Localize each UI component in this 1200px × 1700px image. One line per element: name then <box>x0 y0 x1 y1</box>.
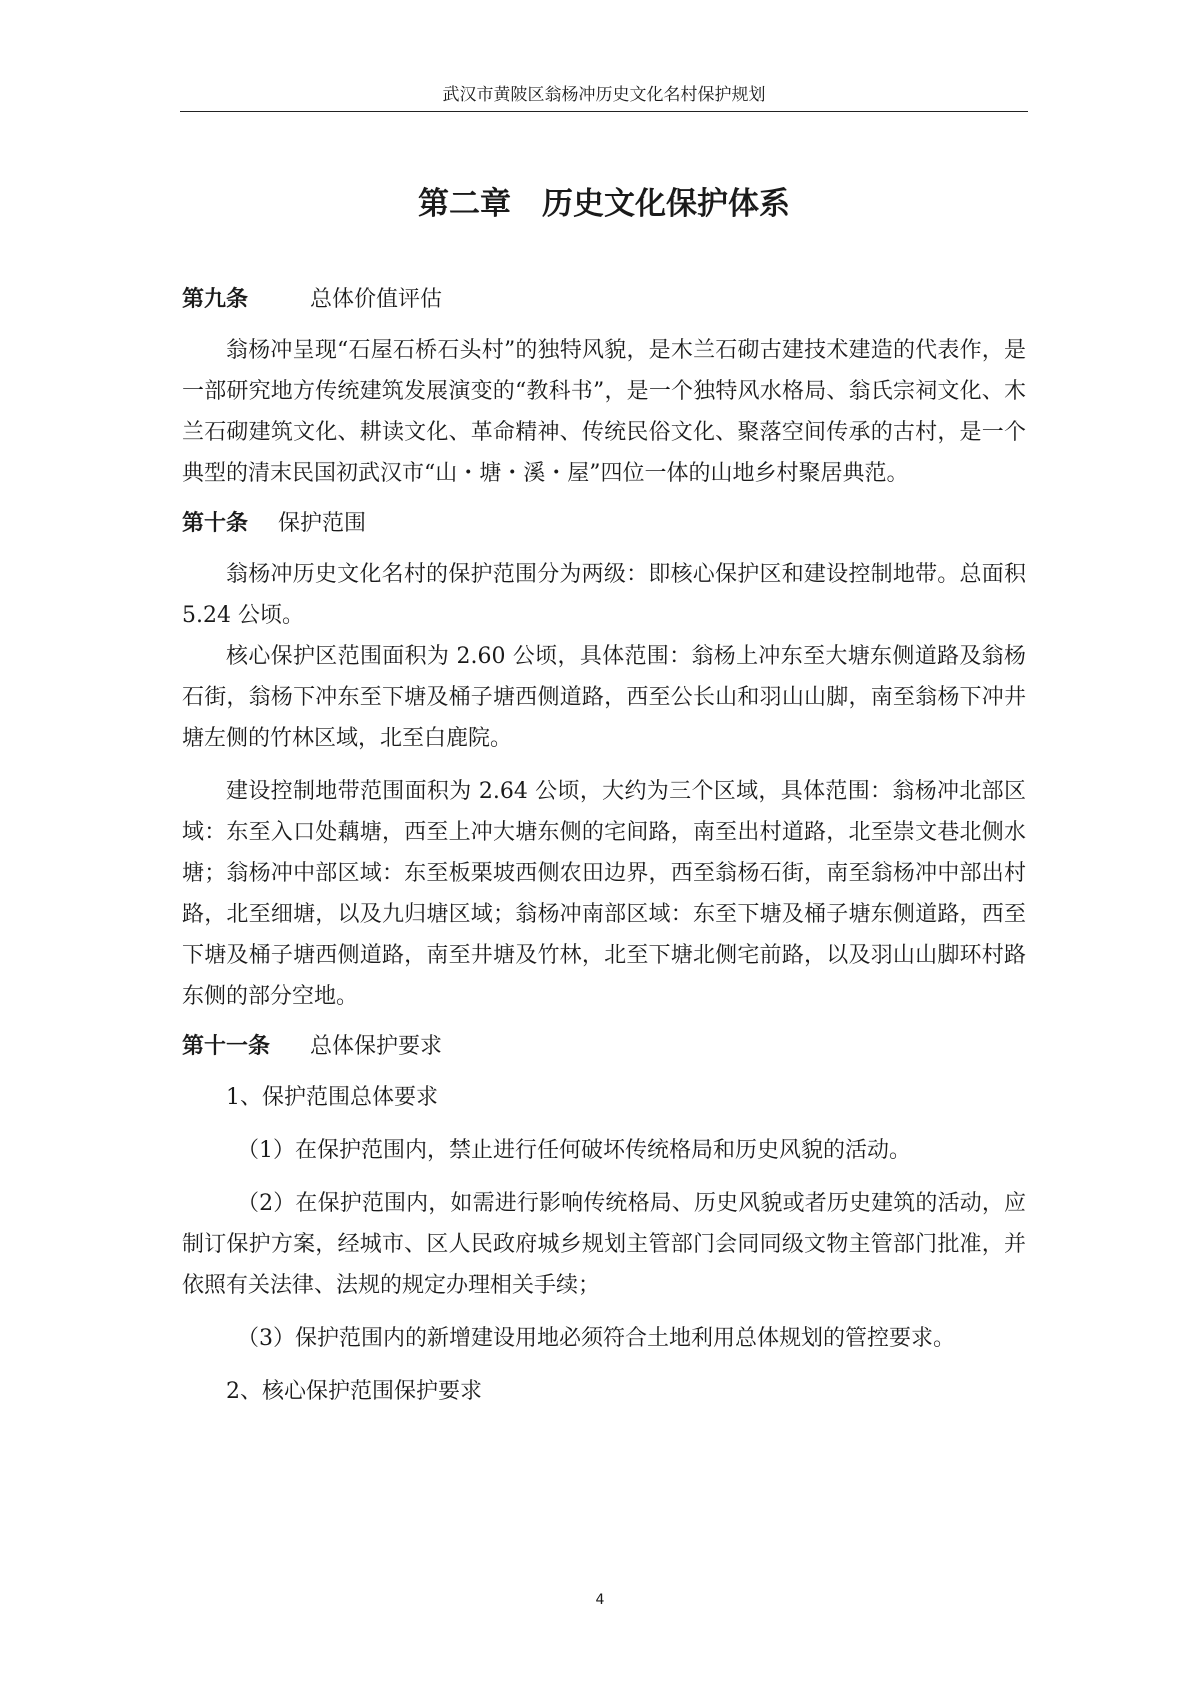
article-heading-9 <box>182 282 1026 318</box>
paragraph: 核心保护区范围面积为 2.60 公顷，具体范围：翁杨上冲东至大塘东侧道路及翁杨石街，翁杨下冲东至下塘及桶子塘西侧道路，西至公长山和羽山山脚，南至翁杨下冲井塘左侧的竹林区域，北至白鹿院。 <box>182 644 1026 751</box>
article-label: 第十一条 <box>182 1034 271 1059</box>
header-divider <box>180 111 1028 112</box>
article-title: 总体价值评估 <box>310 287 443 312</box>
paragraph: 翁杨冲呈现“石屋石桥石头村”的独特风貌，是木兰石砌古建技术建造的代表作，是一部研究地方传统建筑发展演变的“教科书”，是一个独特风水格局、翁氏宗祠文化、木兰石砌建筑文化、耕读文化、革命精神、传统民俗文化、聚落空间传承的古村，是一个典型的清末民国初武汉市“山・塘・溪・屋”四位一体的山地乡村聚居典范。 <box>182 338 1026 486</box>
paragraph: 翁杨冲历史文化名村的保护范围分为两级：即核心保护区和建设控制地带。总面积 5.24 公顷。 <box>182 562 1026 628</box>
article-heading-10 <box>182 506 1026 542</box>
list-item: （1）在保护范围内，禁止进行任何破坏传统格局和历史风貌的活动。 <box>237 1138 911 1163</box>
subsection-title: 2、核心保护范围保护要求 <box>226 1379 482 1404</box>
article-label: 第十条 <box>182 511 249 536</box>
article-heading-11 <box>182 1029 1026 1065</box>
page-number: 4 <box>595 1592 605 1608</box>
article-label: 第九条 <box>182 287 249 312</box>
list-item: （3）保护范围内的新增建设用地必须符合土地利用总体规划的管控要求。 <box>237 1326 955 1351</box>
article-title: 总体保护要求 <box>310 1034 443 1059</box>
article-title: 保护范围 <box>278 511 367 536</box>
paragraph: 建设控制地带范围面积为 2.64 公顷，大约为三个区域，具体范围：翁杨冲北部区域：东至入口处藕塘，西至上冲大塘东侧的宅间路，南至出村道路，北至崇文巷北侧水塘；翁杨冲中部区域：东至板栗坡西侧农田边界，西至翁杨石街，南至翁杨冲中部出村路，北至细塘，以及九归塘区域；翁杨冲南部区域：东至下塘及桶子塘东侧道路，西至下塘及桶子塘西侧道路，南至井塘及竹林，北至下塘北侧宅前路，以及羽山山脚环村路东侧的部分空地。 <box>182 779 1026 1009</box>
document-body <box>182 282 1026 1424</box>
subsection-title: 1、保护范围总体要求 <box>226 1085 438 1110</box>
list-item: （2）在保护范围内，如需进行影响传统格局、历史风貌或者历史建筑的活动，应制订保护方案，经城市、区人民政府城乡规划主管部门会同同级文物主管部门批准，并依照有关法律、法规的规定办理相关手续； <box>182 1191 1026 1298</box>
chapter-title: 第二章 历史文化保护体系 <box>418 186 790 222</box>
running-header: 武汉市黄陂区翁杨冲历史文化名村保护规划 <box>442 85 766 105</box>
